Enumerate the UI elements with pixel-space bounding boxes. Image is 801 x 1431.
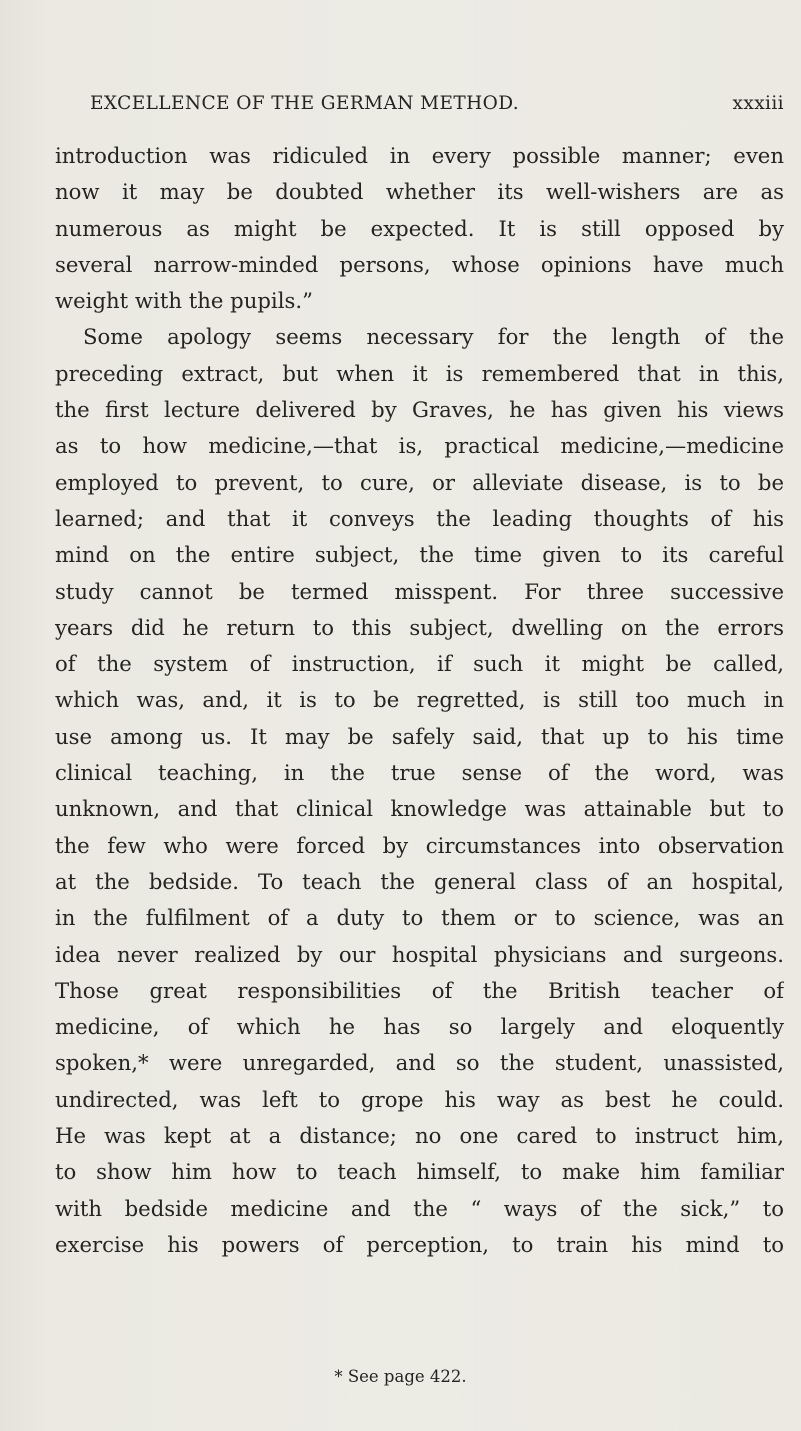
text-line: now it may be doubted whether its well-wishers are as <box>55 179 784 205</box>
text-line: He was kept at a distance; no one cared to instruct him, <box>55 1123 784 1149</box>
text-line: mind on the entire subject, the time given to its careful <box>55 542 784 568</box>
text-line: undirected, was left to grope his way as best he could. <box>55 1086 784 1112</box>
text-line: clinical teaching, in the true sense of the word, was <box>55 760 784 786</box>
text-line: the first lecture delivered by Graves, he has given his views <box>55 397 784 423</box>
body-text <box>55 138 784 1263</box>
text-line: Those great responsibilities of the British teacher of <box>55 977 784 1003</box>
footnote: * See page 422. <box>334 1367 467 1386</box>
text-line: with bedside medicine and the “ ways of the sick,” to <box>55 1195 784 1221</box>
text-line: spoken,* were unregarded, and so the student, unassisted, <box>55 1050 784 1076</box>
text-line: learned; and that it conveys the leading thoughts of his <box>55 505 784 531</box>
text-line: weight with the pupils.” <box>55 288 313 314</box>
text-line: to show him how to teach himself, to make him familiar <box>55 1159 784 1185</box>
text-line: of the system of instruction, if such it might be called, <box>55 651 784 677</box>
text-line: in the fulfilment of a duty to them or to science, was an <box>55 905 784 931</box>
text-line: introduction was ridiculed in every possible manner; even <box>55 143 784 168</box>
paragraph-main <box>55 319 784 1263</box>
text-line: exercise his powers of perception, to train his mind to <box>55 1231 784 1257</box>
text-line: use among us. It may be safely said, that up to his time <box>55 723 784 749</box>
text-line: employed to prevent, to cure, or alleviate disease, is to be <box>55 469 784 495</box>
text-line: Some apology seems necessary for the length of the <box>83 324 784 350</box>
page-number: xxxiii <box>732 93 784 114</box>
running-title: EXCELLENCE OF THE GERMAN METHOD. <box>90 93 520 114</box>
text-line: preceding extract, but when it is remembered that in this, <box>55 360 784 386</box>
text-line: unknown, and that clinical knowledge was attainable but to <box>55 796 784 822</box>
text-line: numerous as might be expected. It is still opposed by <box>55 215 784 241</box>
text-line: study cannot be termed misspent. For three successive <box>55 578 784 604</box>
text-line: several narrow-minded persons, whose opinions have much <box>55 251 784 277</box>
text-line: as to how medicine,—that is, practical medicine,—medicine <box>55 433 784 459</box>
text-line: years did he return to this subject, dwelling on the errors <box>55 614 784 640</box>
text-line: which was, and, it is to be regretted, is still too much in <box>55 687 784 713</box>
text-line: idea never realized by our hospital physicians and surgeons. <box>55 941 784 967</box>
text-line: at the bedside. To teach the general class of an hospital, <box>55 868 784 894</box>
text-line: medicine, of which he has so largely and eloquently <box>55 1014 784 1040</box>
paragraph-continued <box>55 138 784 319</box>
page-header <box>90 93 784 119</box>
text-line: the few who were forced by circumstances into observation <box>55 832 784 858</box>
